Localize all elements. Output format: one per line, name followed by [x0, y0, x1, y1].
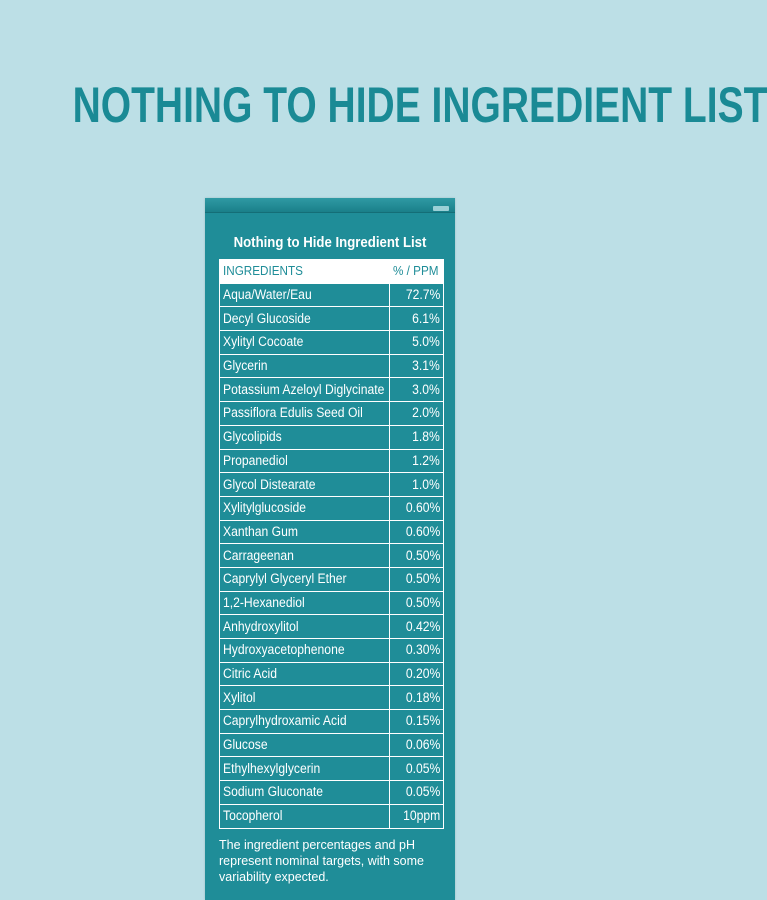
ingredient-percent: 0.15%: [390, 710, 444, 734]
ingredient-name: Caprylyl Glyceryl Ether: [220, 567, 390, 591]
table-row: [220, 307, 444, 331]
box-top-edge: [205, 198, 455, 213]
ingredient-table: [219, 259, 444, 829]
ingredient-percent: 0.20%: [390, 662, 444, 686]
page-headline: NOTHING TO HIDE INGREDIENT LIST: [72, 77, 767, 133]
ingredient-percent: 0.60%: [390, 520, 444, 544]
ingredient-name: Citric Acid: [220, 662, 390, 686]
ingredient-percent: 2.0%: [390, 402, 444, 426]
table-row: [220, 378, 444, 402]
ingredient-percent: 1.8%: [390, 425, 444, 449]
ingredient-percent: 72.7%: [390, 283, 444, 307]
ingredient-name: Sodium Gluconate: [220, 781, 390, 805]
ingredient-percent: 0.50%: [390, 591, 444, 615]
table-row: [220, 520, 444, 544]
ingredient-name: Carrageenan: [220, 544, 390, 568]
box-tab: [433, 206, 449, 211]
table-row: [220, 733, 444, 757]
table-row: [220, 686, 444, 710]
ingredient-name: Anhydroxylitol: [220, 615, 390, 639]
ingredient-percent: 1.2%: [390, 449, 444, 473]
table-body: [220, 283, 444, 828]
ingredient-name: Potassium Azeloyl Diglycinate: [220, 378, 390, 402]
ingredient-percent: 0.42%: [390, 615, 444, 639]
ingredient-name: Propanediol: [220, 449, 390, 473]
ingredient-percent: 10ppm: [390, 804, 444, 828]
ingredient-percent: 0.50%: [390, 544, 444, 568]
ingredient-percent: 0.05%: [390, 757, 444, 781]
table-row: [220, 473, 444, 497]
table-row: [220, 544, 444, 568]
ingredient-percent: 3.1%: [390, 354, 444, 378]
ingredient-name: Tocopherol: [220, 804, 390, 828]
ingredient-percent: 0.60%: [390, 496, 444, 520]
ingredient-name: Glucose: [220, 733, 390, 757]
ingredient-name: Decyl Glucoside: [220, 307, 390, 331]
panel-title: Nothing to Hide Ingredient List: [233, 234, 427, 251]
ingredient-name: Hydroxyacetophenone: [220, 639, 390, 663]
ingredient-percent: 1.0%: [390, 473, 444, 497]
ingredient-name: Xylitylglucoside: [220, 496, 390, 520]
ingredient-name: Aqua/Water/Eau: [220, 283, 390, 307]
table-row: [220, 591, 444, 615]
footnote: The ingredient percentages and pH represent nominal targets, with some variability expected.: [219, 838, 424, 884]
ingredient-percent: 5.0%: [390, 331, 444, 355]
table-row: [220, 331, 444, 355]
table-row: [220, 615, 444, 639]
ingredient-name: Xanthan Gum: [220, 520, 390, 544]
table-row: [220, 425, 444, 449]
ingredient-name: Glycol Distearate: [220, 473, 390, 497]
ingredient-name: Ethylhexylglycerin: [220, 757, 390, 781]
table-row: [220, 283, 444, 307]
table-row: [220, 662, 444, 686]
ingredient-name: Passiflora Edulis Seed Oil: [220, 402, 390, 426]
product-box: [205, 198, 455, 900]
ingredient-name: Caprylhydroxamic Acid: [220, 710, 390, 734]
table-row: [220, 639, 444, 663]
table-row: [220, 781, 444, 805]
ingredient-percent: 0.50%: [390, 567, 444, 591]
header-ingredients: INGREDIENTS: [220, 260, 390, 284]
header-percent: % / PPM: [390, 260, 444, 284]
ingredient-name: 1,2-Hexanediol: [220, 591, 390, 615]
ingredient-percent: 0.18%: [390, 686, 444, 710]
table-row: [220, 449, 444, 473]
table-row: [220, 567, 444, 591]
table-row: [220, 757, 444, 781]
table-row: [220, 804, 444, 828]
ingredient-name: Glycolipids: [220, 425, 390, 449]
table-row: [220, 354, 444, 378]
table-row: [220, 402, 444, 426]
ingredient-percent: 3.0%: [390, 378, 444, 402]
ingredient-name: Xylityl Cocoate: [220, 331, 390, 355]
ingredient-name: Xylitol: [220, 686, 390, 710]
table-row: [220, 496, 444, 520]
ingredient-name: Glycerin: [220, 354, 390, 378]
ingredient-percent: 0.06%: [390, 733, 444, 757]
ingredient-percent: 0.30%: [390, 639, 444, 663]
ingredient-percent: 6.1%: [390, 307, 444, 331]
table-row: [220, 710, 444, 734]
ingredient-percent: 0.05%: [390, 781, 444, 805]
table-header-row: [220, 260, 444, 284]
